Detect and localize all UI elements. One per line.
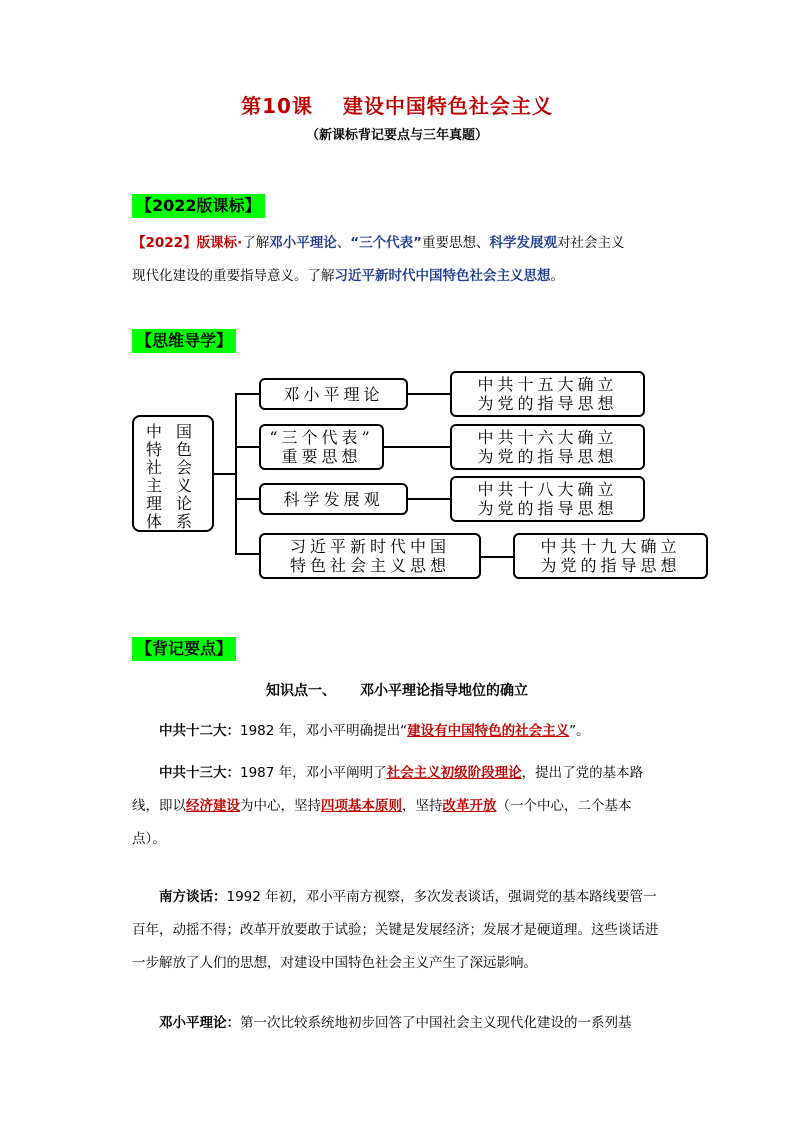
keyword: “三个代表” (350, 235, 422, 251)
connector (384, 446, 450, 448)
keyword: 四项基本原则 (321, 798, 402, 814)
theory-label: “三个代表” 重要思想 (269, 428, 374, 466)
keyword: 建设有中国特色的社会主义 (407, 723, 570, 739)
knowledge-title: 邓小平理论指导地位的确立 (360, 683, 528, 699)
knowledge-number: 知识点一、 (266, 683, 336, 699)
congress-box-16 (450, 424, 645, 470)
paragraph-label: 中共十三大： (159, 765, 240, 781)
paragraph-12th-congress (132, 715, 662, 748)
keyword: 邓小平理论 (269, 235, 337, 251)
congress-box-18 (450, 476, 645, 522)
text: 。 (550, 268, 564, 284)
keyword: 改革开放 (442, 798, 497, 814)
connector (235, 553, 259, 555)
paragraph-label: 邓小平理论： (159, 1015, 240, 1031)
standard-paragraph (132, 227, 662, 293)
page-subtitle: （新课标背记要点与三年真题） (305, 128, 488, 143)
tag-memorize: 【背记要点】 (132, 637, 236, 661)
connector (214, 473, 236, 475)
keyword: 习近平新时代中国特色社会主义思想 (334, 268, 551, 284)
theory-box-scientific-development (259, 483, 408, 515)
congress-box-19 (513, 533, 708, 579)
text: 第一次比较系统地初步回答了中国社会主义现代化建设的一系列基 (240, 1015, 632, 1031)
connector (235, 393, 259, 395)
tag-thinking: 【思维导学】 (132, 329, 236, 353)
text: 了解 (242, 235, 270, 251)
text: 1992 年初，邓小平南方视察，多次发表谈话，强调党的基本路线要管一百年，动摇不得；改革开放要敢于试验；关键是发展经济；发展才是硬道理。这些谈话进一步解放了人们的思想，对建设中国特色社会主义产生了深远影响。 (132, 889, 659, 971)
lesson-name: 建设中国特色社会主义 (342, 94, 553, 118)
paragraph-southern-tour (132, 881, 662, 980)
text: 重要思想、 (421, 235, 490, 251)
congress-label: 中共十五大确立 为党的指导思想 (477, 375, 618, 413)
connector (408, 498, 450, 500)
knowledge-heading (0, 680, 794, 700)
congress-label: 中共十九大确立 为党的指导思想 (540, 537, 681, 575)
text: ，坚持 (402, 798, 443, 814)
theory-label: 科学发展观 (283, 489, 384, 509)
theory-box-deng (259, 378, 408, 410)
text: 1982 年，邓小平明确提出“ (240, 723, 408, 739)
text: 对社会主义 (556, 235, 625, 251)
page-title (0, 90, 794, 119)
root-box (132, 415, 214, 532)
connector (235, 446, 259, 448)
theory-label: 邓小平理论 (283, 384, 384, 404)
connector (235, 498, 259, 500)
root-col-2 (176, 423, 198, 531)
paragraph-13th-congress (132, 757, 662, 856)
connector (481, 556, 513, 558)
connector (235, 393, 237, 554)
congress-label: 中共十六大确立 为党的指导思想 (477, 428, 618, 466)
theory-box-three-represents (259, 424, 384, 470)
congress-box-15 (450, 371, 645, 417)
theory-box-xi (259, 533, 481, 579)
text: （一个中心，二个基本点）。 (132, 798, 632, 847)
tag-standard: 【2022版课标】 (132, 194, 265, 218)
connector (408, 393, 450, 395)
text: 1987 年，邓小平阐明了 (240, 765, 387, 781)
text: ”。 (569, 723, 590, 739)
paragraph-label: 南方谈话： (159, 889, 227, 905)
keyword: 科学发展观 (489, 235, 557, 251)
root-text-2: 国色会义论系 (176, 422, 193, 531)
theory-label: 习近平新时代中国 特色社会主义思想 (289, 537, 450, 575)
text: 为中心，坚持 (240, 798, 321, 814)
congress-label: 中共十八大确立 为党的指导思想 (477, 480, 618, 518)
paragraph-label: 中共十二大： (159, 723, 240, 739)
root-col-1 (146, 423, 168, 531)
text: 、 (336, 235, 351, 251)
root-text-1: 中特社主理体 (146, 422, 163, 531)
keyword: 经济建设 (186, 798, 240, 814)
text: 现代化建设的重要指导意义。了解 (132, 268, 335, 284)
standard-prefix: 【2022】版课标· (132, 235, 243, 251)
lesson-number: 第10课 (241, 94, 313, 118)
paragraph-deng-theory (132, 1007, 662, 1040)
keyword: 社会主义初级阶段理论 (386, 765, 522, 781)
text: ，提出了党的基本路线，即以 (132, 765, 644, 814)
